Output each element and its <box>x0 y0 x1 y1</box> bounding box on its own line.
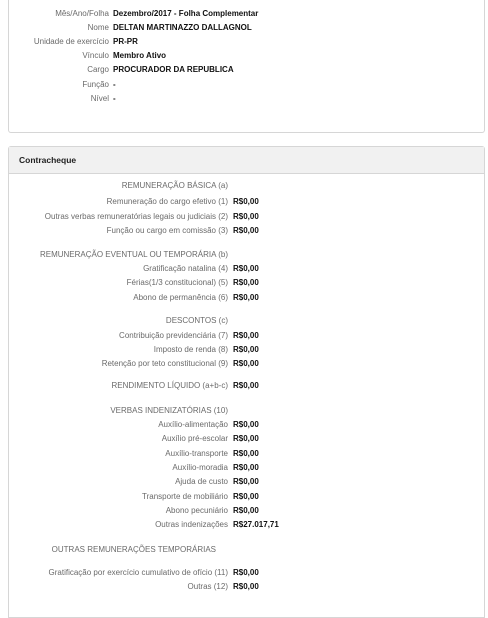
pay-value: R$27.017,71 <box>233 520 279 529</box>
pay-value: R$0,00 <box>233 582 259 591</box>
pay-label: Auxílio-alimentação <box>158 420 228 429</box>
pay-row <box>9 476 484 488</box>
pay-label: Ajuda de custo <box>175 477 228 486</box>
info-value: PR-PR <box>113 37 138 46</box>
info-value: - <box>113 80 116 89</box>
pay-label: Transporte de mobiliário <box>142 492 228 501</box>
pay-row <box>9 419 484 431</box>
pay-value: R$0,00 <box>233 331 259 340</box>
pay-row <box>9 211 484 223</box>
pay-value: R$0,00 <box>233 434 259 443</box>
pay-value: R$0,00 <box>233 359 259 368</box>
contracheque-panel <box>8 146 485 618</box>
pay-row <box>9 491 484 503</box>
pay-value: R$0,00 <box>233 463 259 472</box>
pay-label: Auxílio-moradia <box>172 463 228 472</box>
section-heading-basic <box>9 180 484 192</box>
pay-value: R$0,00 <box>233 197 259 206</box>
info-value: PROCURADOR DA REPUBLICA <box>113 65 234 74</box>
net-income-label: RENDIMENTO LÍQUIDO (a+b-c) <box>111 381 228 390</box>
info-value: - <box>113 94 116 103</box>
pay-label: Auxílio-transporte <box>165 449 228 458</box>
pay-value: R$0,00 <box>233 477 259 486</box>
info-row-period <box>9 8 484 20</box>
contracheque-title: Contracheque <box>9 147 484 174</box>
pay-label: Remuneração do cargo efetivo (1) <box>106 197 228 206</box>
section-heading-label: REMUNERAÇÃO BÁSICA (a) <box>121 181 228 190</box>
pay-row <box>9 263 484 275</box>
info-row-level <box>9 93 484 105</box>
info-row-function <box>9 79 484 91</box>
pay-row <box>9 292 484 304</box>
pay-value: R$0,00 <box>233 449 259 458</box>
net-income-value: R$0,00 <box>233 381 259 390</box>
pay-value: R$0,00 <box>233 420 259 429</box>
pay-label: Contribuição previdenciária (7) <box>119 331 228 340</box>
pay-label: Gratificação por exercício cumulativo de ofício (11) <box>48 568 228 577</box>
section-heading-indemnity <box>9 405 484 417</box>
info-row-unit <box>9 36 484 48</box>
info-label: Mês/Ano/Folha <box>55 9 109 18</box>
info-row-name <box>9 22 484 34</box>
pay-value: R$0,00 <box>233 226 259 235</box>
pay-row <box>9 433 484 445</box>
pay-row <box>9 330 484 342</box>
pay-value: R$0,00 <box>233 212 259 221</box>
pay-label: Abono de permanência (6) <box>133 293 228 302</box>
pay-row <box>9 567 484 579</box>
pay-value: R$0,00 <box>233 264 259 273</box>
pay-label: Retenção por teto constitucional (9) <box>101 359 228 368</box>
section-heading-label: DESCONTOS (c) <box>165 316 228 325</box>
info-label: Função <box>82 80 109 89</box>
pay-label: Férias(1/3 constitucional) (5) <box>126 278 228 287</box>
pay-label: Outras indenizações <box>155 520 228 529</box>
employee-info-panel <box>8 0 485 133</box>
pay-row <box>9 448 484 460</box>
pay-label: Auxílio pré-escolar <box>161 434 228 443</box>
info-value: Membro Ativo <box>113 51 167 60</box>
info-label: Nome <box>87 23 109 32</box>
section-heading-other <box>9 544 484 556</box>
pay-label: Função ou cargo em comissão (3) <box>106 226 228 235</box>
info-value: Dezembro/2017 - Folha Complementar <box>113 9 259 18</box>
pay-value: R$0,00 <box>233 293 259 302</box>
section-heading-eventual <box>9 249 484 261</box>
pay-value: R$0,00 <box>233 345 259 354</box>
info-value: DELTAN MARTINAZZO DALLAGNOL <box>113 23 252 32</box>
section-heading-label: VERBAS INDENIZATÓRIAS (10) <box>110 406 228 415</box>
info-row-bond <box>9 50 484 62</box>
pay-row <box>9 344 484 356</box>
info-label: Nível <box>90 94 109 103</box>
pay-row <box>9 196 484 208</box>
pay-value: R$0,00 <box>233 506 259 515</box>
pay-row <box>9 277 484 289</box>
pay-row <box>9 581 484 593</box>
info-label: Vínculo <box>82 51 109 60</box>
info-row-position <box>9 64 484 76</box>
pay-row <box>9 462 484 474</box>
pay-value: R$0,00 <box>233 568 259 577</box>
pay-label: Imposto de renda (8) <box>153 345 228 354</box>
pay-value: R$0,00 <box>233 492 259 501</box>
net-income-row <box>9 380 484 392</box>
info-label: Unidade de exercício <box>33 37 109 46</box>
section-heading-label: OUTRAS REMUNERAÇÕES TEMPORÁRIAS <box>51 545 216 554</box>
pay-label: Outras verbas remuneratórias legais ou judiciais (2) <box>44 212 228 221</box>
pay-row <box>9 519 484 531</box>
info-label: Cargo <box>87 65 109 74</box>
pay-row <box>9 505 484 517</box>
pay-label: Gratificação natalina (4) <box>143 264 228 273</box>
pay-value: R$0,00 <box>233 278 259 287</box>
pay-row <box>9 225 484 237</box>
section-heading-discounts <box>9 315 484 327</box>
section-heading-label: REMUNERAÇÃO EVENTUAL OU TEMPORÁRIA (b) <box>39 250 228 259</box>
pay-label: Outras (12) <box>187 582 228 591</box>
pay-row <box>9 358 484 370</box>
pay-label: Abono pecuniário <box>165 506 228 515</box>
